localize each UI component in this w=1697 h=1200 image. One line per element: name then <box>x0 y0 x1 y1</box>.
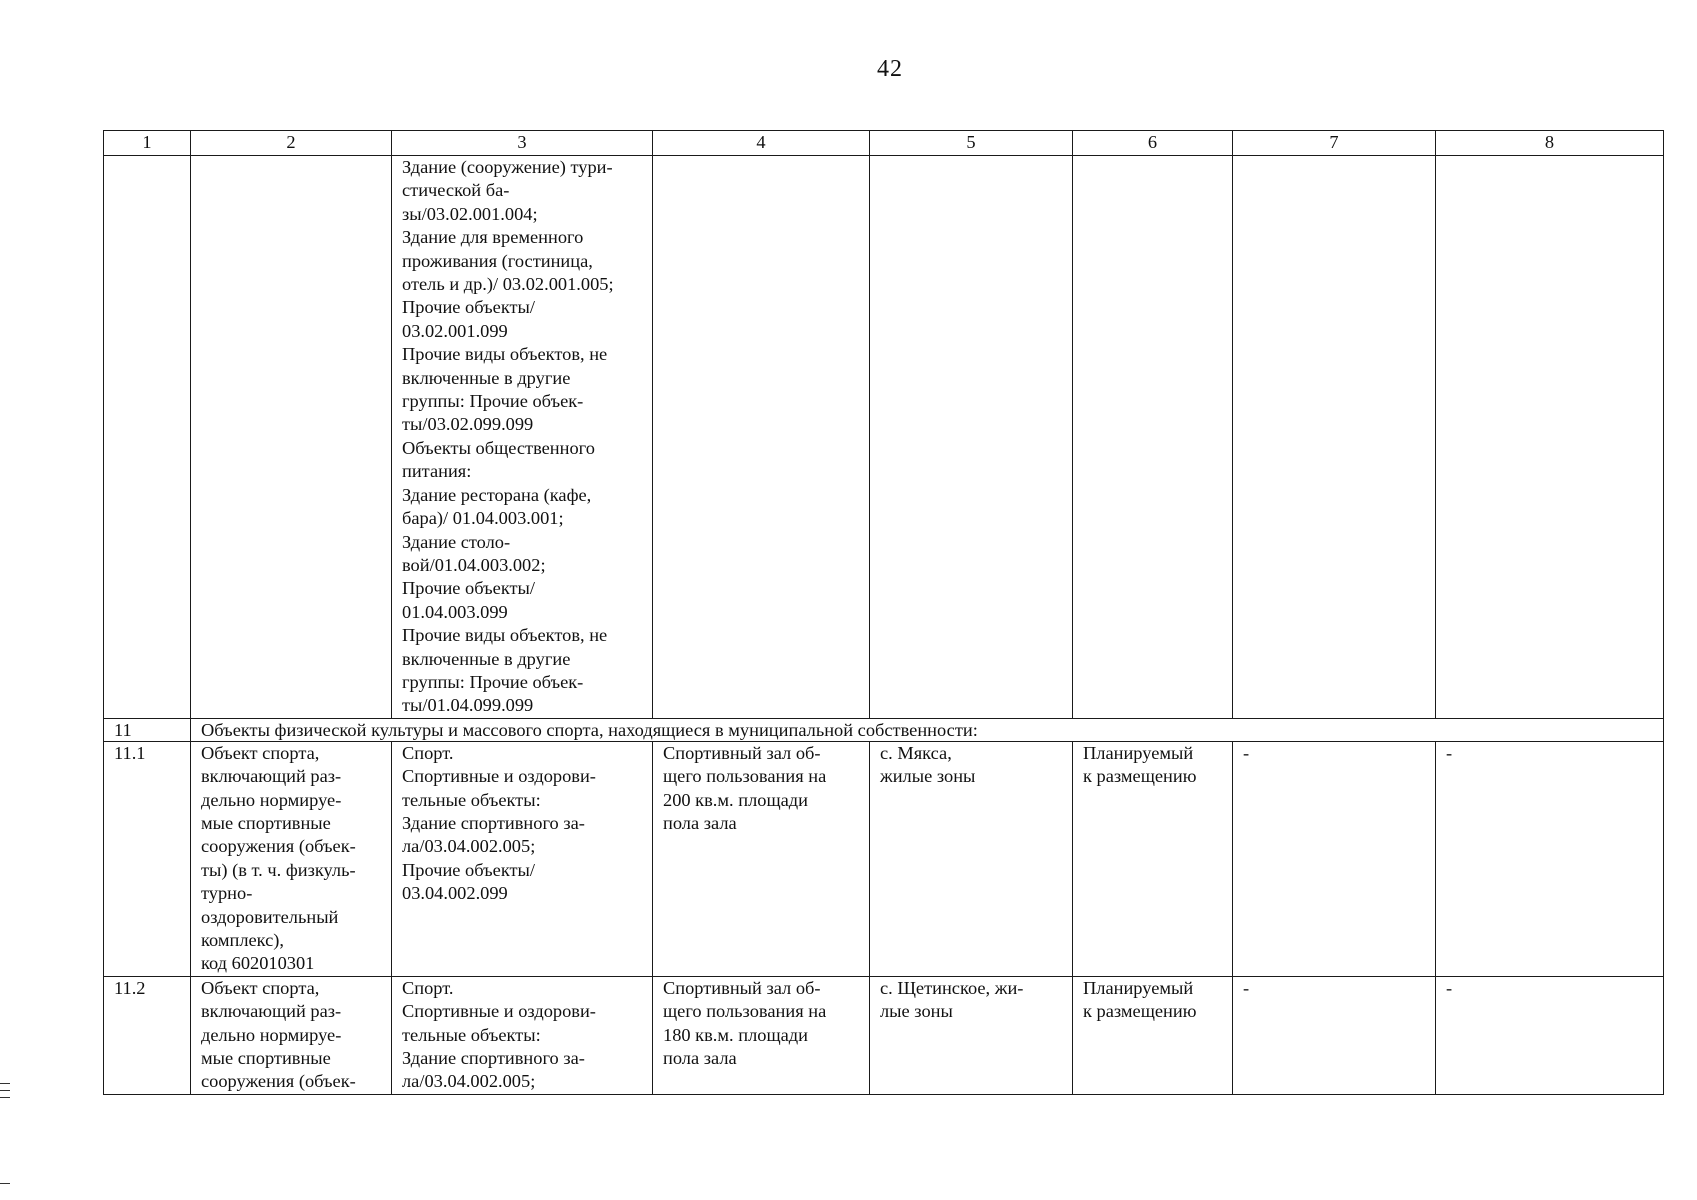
document-table <box>103 130 1664 1095</box>
table-cell <box>653 156 870 719</box>
object-name-cell: Объект спорта, включающий раз- дельно нормируе- мые спортивные сооружения (объек- ты) (в т. ч. физкуль- турно- оздоровительный комплекс), код 602010301 <box>191 741 392 976</box>
column-header: 5 <box>870 131 1073 156</box>
object-type-cell: Спорт. Спортивные и оздорови- тельные объекты: Здание спортивного за- ла/03.04.002.005; <box>392 976 653 1094</box>
table-row <box>104 976 1664 1094</box>
table-cell <box>870 156 1073 719</box>
object-description-cell: Спортивный зал об- щего пользования на 200 кв.м. площади пола зала <box>653 741 870 976</box>
column-header: 6 <box>1073 131 1233 156</box>
column-header: 3 <box>392 131 653 156</box>
column-header: 7 <box>1233 131 1436 156</box>
status-cell: Планируемый к размещению <box>1073 741 1233 976</box>
table-cell <box>1233 156 1436 719</box>
margin-mark <box>0 1183 10 1184</box>
table-cell <box>104 156 191 719</box>
table-cell: - <box>1436 976 1664 1094</box>
group-number: 11 <box>104 718 191 741</box>
table-row <box>104 741 1664 976</box>
continuation-row <box>104 156 1664 719</box>
object-type-cell: Спорт. Спортивные и оздорови- тельные объекты: Здание спортивного за- ла/03.04.002.005; Прочие объекты/ 03.04.002.099 <box>392 741 653 976</box>
location-cell: с. Мякса, жилые зоны <box>870 741 1073 976</box>
margin-mark <box>0 1083 10 1084</box>
table-cell: - <box>1436 741 1664 976</box>
location-cell: с. Щетинское, жи- лые зоны <box>870 976 1073 1094</box>
margin-mark <box>0 1090 10 1091</box>
table-cell: - <box>1233 741 1436 976</box>
table-cell <box>191 156 392 719</box>
group-row <box>104 718 1664 741</box>
column-header: 1 <box>104 131 191 156</box>
column-header: 8 <box>1436 131 1664 156</box>
status-cell: Планируемый к размещению <box>1073 976 1233 1094</box>
page-number: 42 <box>877 56 903 82</box>
column-header: 2 <box>191 131 392 156</box>
object-description-cell: Спортивный зал об- щего пользования на 180 кв.м. площади пола зала <box>653 976 870 1094</box>
table-cell <box>1436 156 1664 719</box>
table-cell <box>1073 156 1233 719</box>
column-header: 4 <box>653 131 870 156</box>
column-number-row <box>104 131 1664 156</box>
row-number: 11.2 <box>104 976 191 1094</box>
group-title: Объекты физической культуры и массового спорта, находящиеся в муниципальной собственности: <box>191 718 1664 741</box>
margin-mark <box>0 1097 10 1098</box>
table-cell: - <box>1233 976 1436 1094</box>
table-cell: Здание (сооружение) тури- стической ба- зы/03.02.001.004; Здание для временного проживания (гостиница, отель и др.)/ 03.02.001.005; Прочие объекты/ 03.02.001.099 Прочие виды объектов, не включенные в другие группы: Прочие объек- ты/03.02.099.099 Объекты общественного питания: Здание ресторана (кафе, бара)/ 01.04.003.001; Здание столо- вой/01.04.003.002; Прочие объекты/ 01.04.003.099 Прочие виды объектов, не включенные в другие группы: Прочие объек- ты/01.04.099.099 <box>392 156 653 719</box>
object-name-cell: Объект спорта, включающий раз- дельно нормируе- мые спортивные сооружения (объек- <box>191 976 392 1094</box>
row-number: 11.1 <box>104 741 191 976</box>
